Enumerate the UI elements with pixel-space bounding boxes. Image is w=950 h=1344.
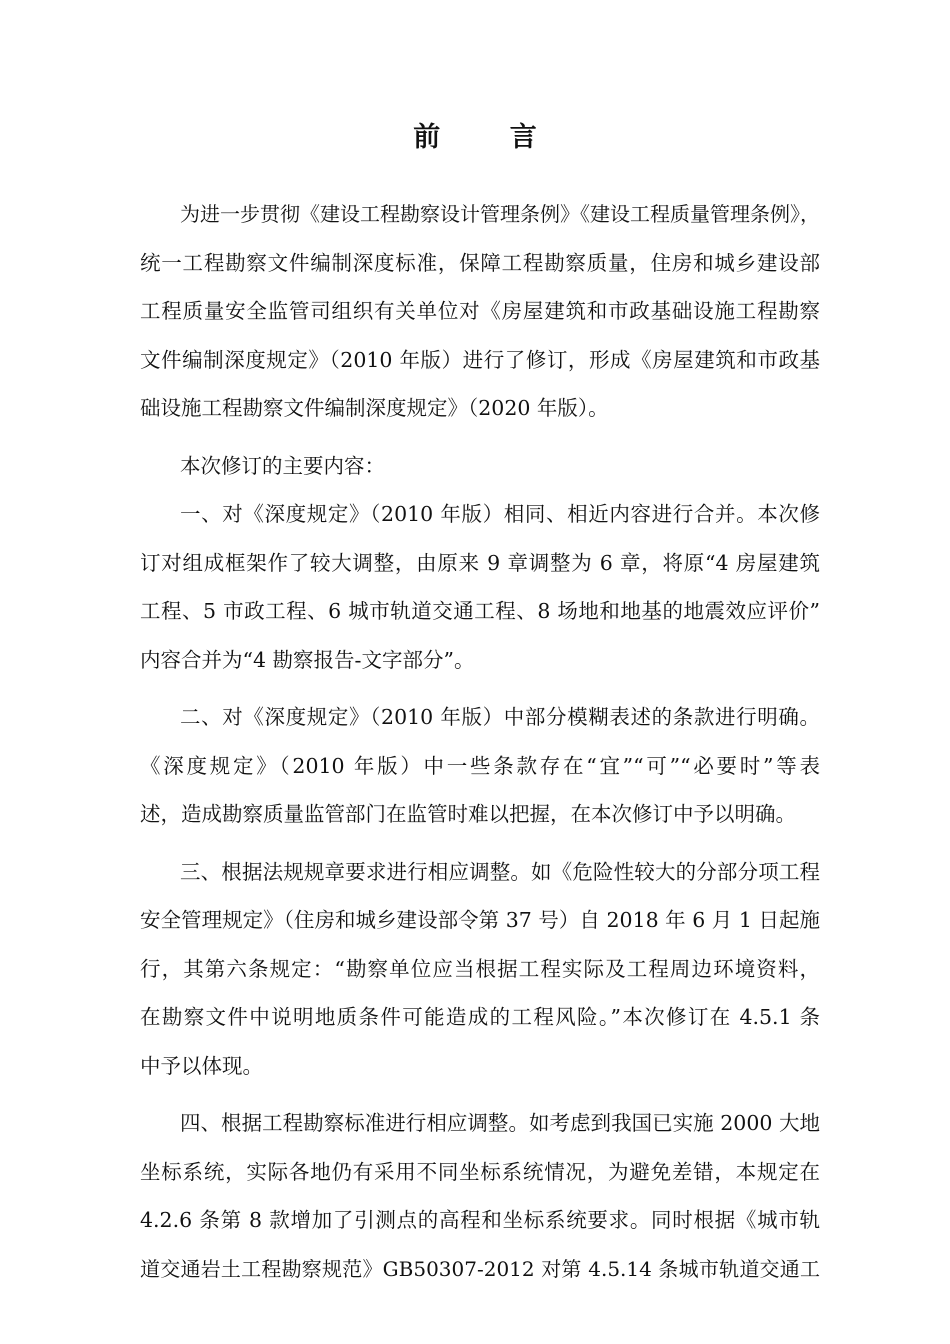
paragraph-3-line-4: 内容合并为“4 勘察报告-文字部分”。 <box>140 647 475 672</box>
paragraph-4-line-3: 述，造成勘察质量监管部门在监管时难以把握，在本次修订中予以明确。 <box>140 802 796 826</box>
paragraph-2-line-1: 本次修订的主要内容： <box>180 453 385 478</box>
paragraph-4-line-2: 《深度规定》（2010 年版）中一些条款存在“宜”“可”“必要时”等表 <box>140 753 820 778</box>
paragraph-5-line-4: 在勘察文件中说明地质条件可能造成的工程风险。”本次修订在 4.5.1 条 <box>140 1005 820 1029</box>
paragraph-1-line-3: 工程质量安全监管司组织有关单位对《房屋建筑和市政基础设施工程勘察 <box>140 299 820 323</box>
paragraph-gap <box>140 684 820 693</box>
paragraph-gap <box>140 1090 820 1099</box>
paragraph-5-line-5: 中予以体现。 <box>140 1053 263 1078</box>
paragraph-3-line-2: 订对组成框架作了较大调整，由原来 9 章调整为 6 章，将原“4 房屋建筑 <box>140 550 820 575</box>
paragraph-6-line-3: 4.2.6 条第 8 款增加了引测点的高程和坐标系统要求。同时根据《城市轨 <box>140 1208 820 1232</box>
paragraph-3-line-1: 一、对《深度规定》（2010 年版）相同、相近内容进行合并。本次修 <box>180 502 820 526</box>
paragraph-5-line-1: 三、根据法规规章要求进行相应调整。如《危险性较大的分部分项工程 <box>180 859 820 884</box>
page-title: 前 言 <box>413 122 567 153</box>
paragraph-6-line-4: 道交通岩土工程勘察规范》GB50307-2012 对第 4.5.14 条城市轨道交通工 <box>140 1256 820 1281</box>
paragraph-1-line-5: 础设施工程勘察文件编制深度规定》（2020 年版）。 <box>140 396 609 420</box>
paragraph-6-line-2: 坐标系统，实际各地仍有采用不同坐标系统情况，为避免差错，本规定在 <box>140 1159 820 1184</box>
body-text <box>140 190 820 1293</box>
paragraph-1-line-1: 为进一步贯彻《建设工程勘察设计管理条例》《建设工程质量管理条例》， <box>180 202 820 226</box>
paragraph-4-line-1: 二、对《深度规定》（2010 年版）中部分模糊表述的条款进行明确。 <box>180 705 820 729</box>
paragraph-gap <box>140 839 820 848</box>
paragraph-5-line-3: 行，其第六条规定：“勘察单位应当根据工程实际及工程周边环境资料， <box>140 956 820 981</box>
paragraph-gap <box>140 433 820 442</box>
paragraph-6-line-1: 四、根据工程勘察标准进行相应调整。如考虑到我国已实施 2000 大地 <box>180 1111 820 1135</box>
paragraph-3-line-3: 工程、5 市政工程、6 城市轨道交通工程、8 场地和地基的地震效应评价” <box>140 599 820 623</box>
paragraph-1-line-2: 统一工程勘察文件编制深度标准，保障工程勘察质量，住房和城乡建设部 <box>140 250 820 275</box>
paragraph-5-line-2: 安全管理规定》（住房和城乡建设部令第 37 号）自 2018 年 6 月 1 日起施 <box>140 908 820 932</box>
paragraph-1-line-4: 文件编制深度规定》（2010 年版）进行了修订，形成《房屋建筑和市政基 <box>140 347 820 372</box>
